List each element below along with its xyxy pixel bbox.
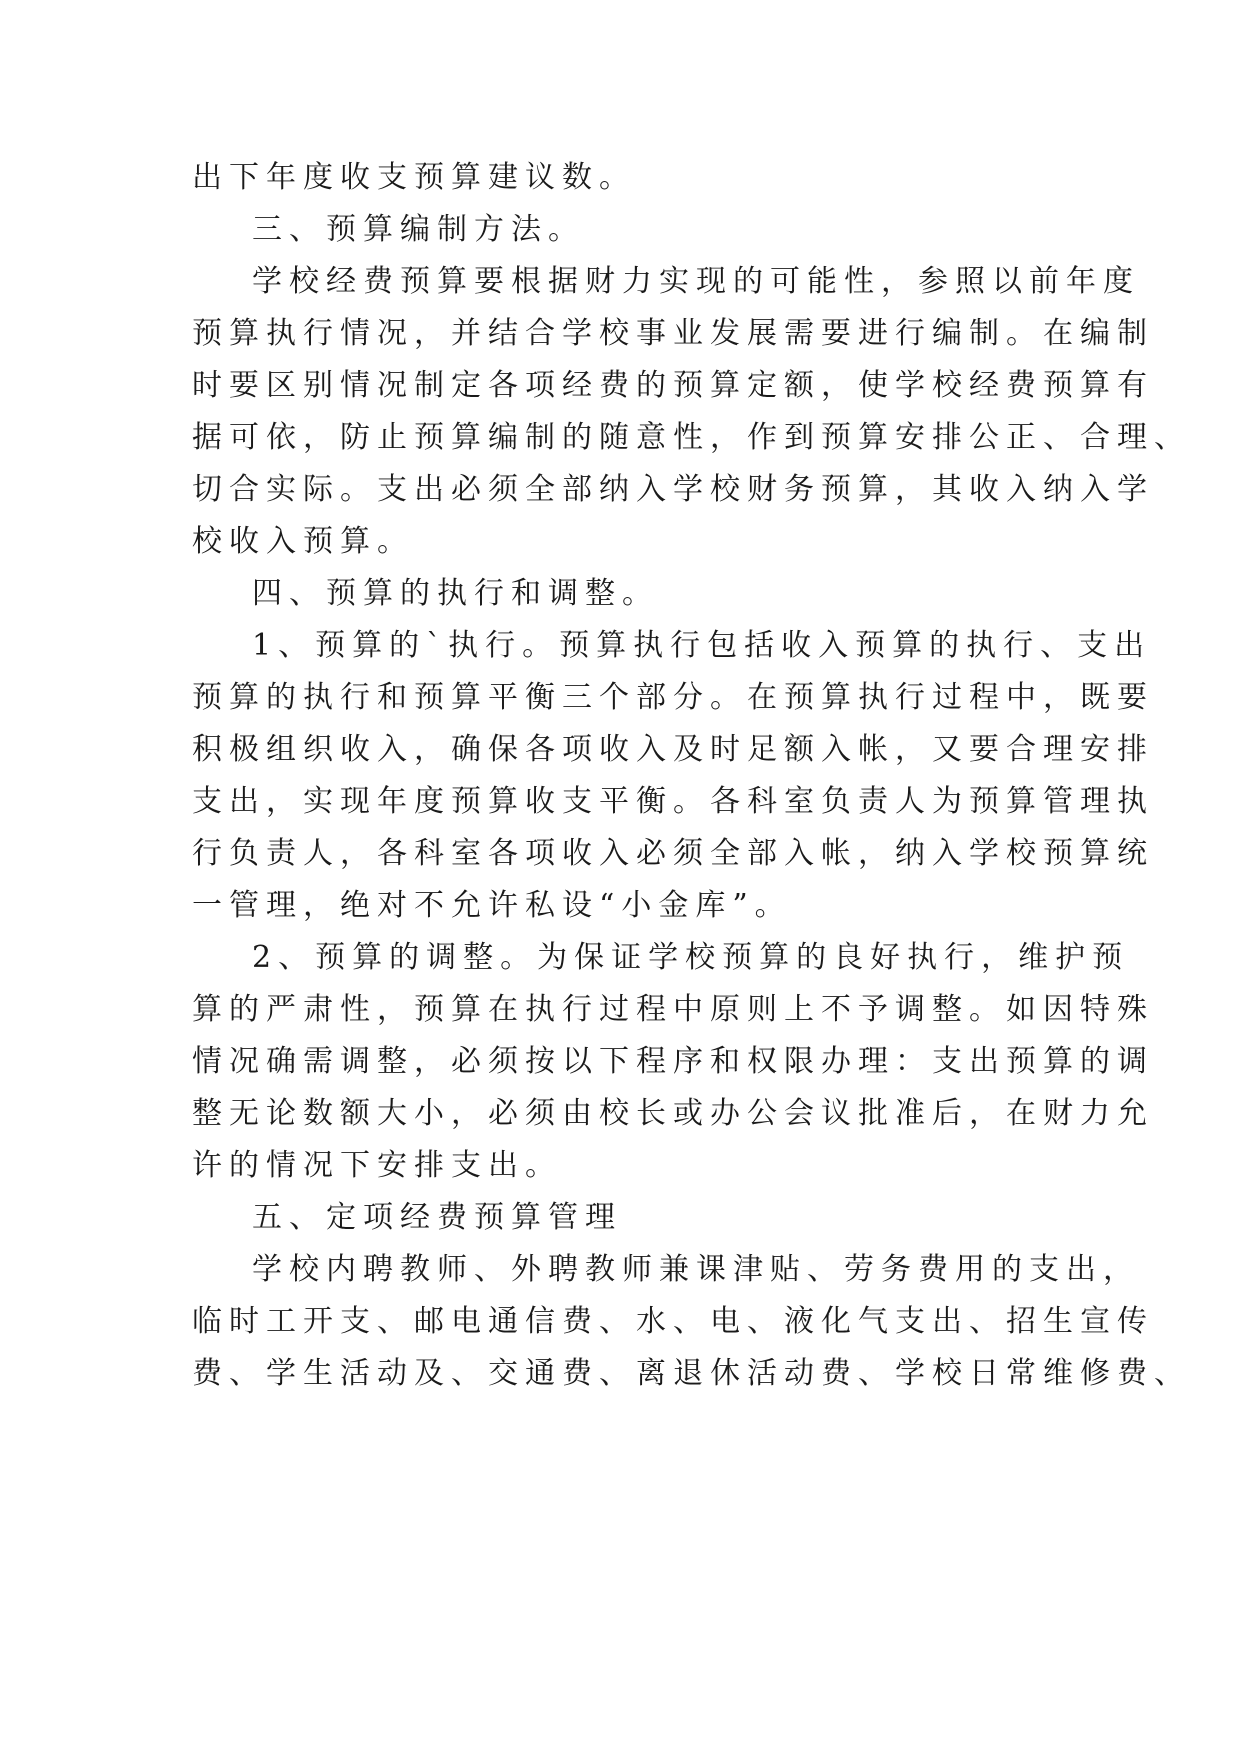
text-line: 支出，实现年度预算收支平衡。各科室负责人为预算管理执 bbox=[192, 784, 1154, 819]
paragraph-start: 2、预算的调整。为保证学校预算的良好执行，维护预 bbox=[252, 940, 1130, 975]
text-line: 许的情况下安排支出。 bbox=[192, 1148, 562, 1183]
section-heading: 四、预算的执行和调整。 bbox=[252, 576, 659, 611]
text-line: 临时工开支、邮电通信费、水、电、液化气支出、招生宣传 bbox=[192, 1304, 1154, 1339]
text-line: 费、学生活动及、交通费、离退休活动费、学校日常维修费、 bbox=[192, 1356, 1191, 1391]
text-line: 据可依，防止预算编制的随意性，作到预算安排公正、合理、 bbox=[192, 420, 1191, 455]
section-heading: 五、定项经费预算管理 bbox=[252, 1200, 622, 1235]
text-line: 行负责人，各科室各项收入必须全部入帐，纳入学校预算统 bbox=[192, 836, 1154, 871]
text-line: 一管理，绝对不允许私设“小金库”。 bbox=[192, 888, 792, 923]
text-line: 情况确需调整，必须按以下程序和权限办理：支出预算的调 bbox=[192, 1044, 1154, 1079]
paragraph-start: 学校经费预算要根据财力实现的可能性，参照以前年度 bbox=[252, 264, 1140, 299]
text-line: 积极组织收入，确保各项收入及时足额入帐，又要合理安排 bbox=[192, 732, 1154, 767]
text-line: 出下年度收支预算建议数。 bbox=[192, 160, 636, 195]
text-line: 时要区别情况制定各项经费的预算定额，使学校经费预算有 bbox=[192, 368, 1154, 403]
text-line: 预算执行情况，并结合学校事业发展需要进行编制。在编制 bbox=[192, 316, 1154, 351]
paragraph-start: 学校内聘教师、外聘教师兼课津贴、劳务费用的支出， bbox=[252, 1252, 1140, 1287]
text-line: 算的严肃性，预算在执行过程中原则上不予调整。如因特殊 bbox=[192, 992, 1154, 1027]
text-line: 预算的执行和预算平衡三个部分。在预算执行过程中，既要 bbox=[192, 680, 1154, 715]
text-line: 整无论数额大小，必须由校长或办公会议批准后，在财力允 bbox=[192, 1096, 1154, 1131]
text-line: 切合实际。支出必须全部纳入学校财务预算，其收入纳入学 bbox=[192, 472, 1154, 507]
section-heading: 三、预算编制方法。 bbox=[252, 212, 585, 247]
text-line: 校收入预算。 bbox=[192, 524, 414, 559]
paragraph-start: 1、预算的`执行。预算执行包括收入预算的执行、支出 bbox=[252, 628, 1152, 663]
